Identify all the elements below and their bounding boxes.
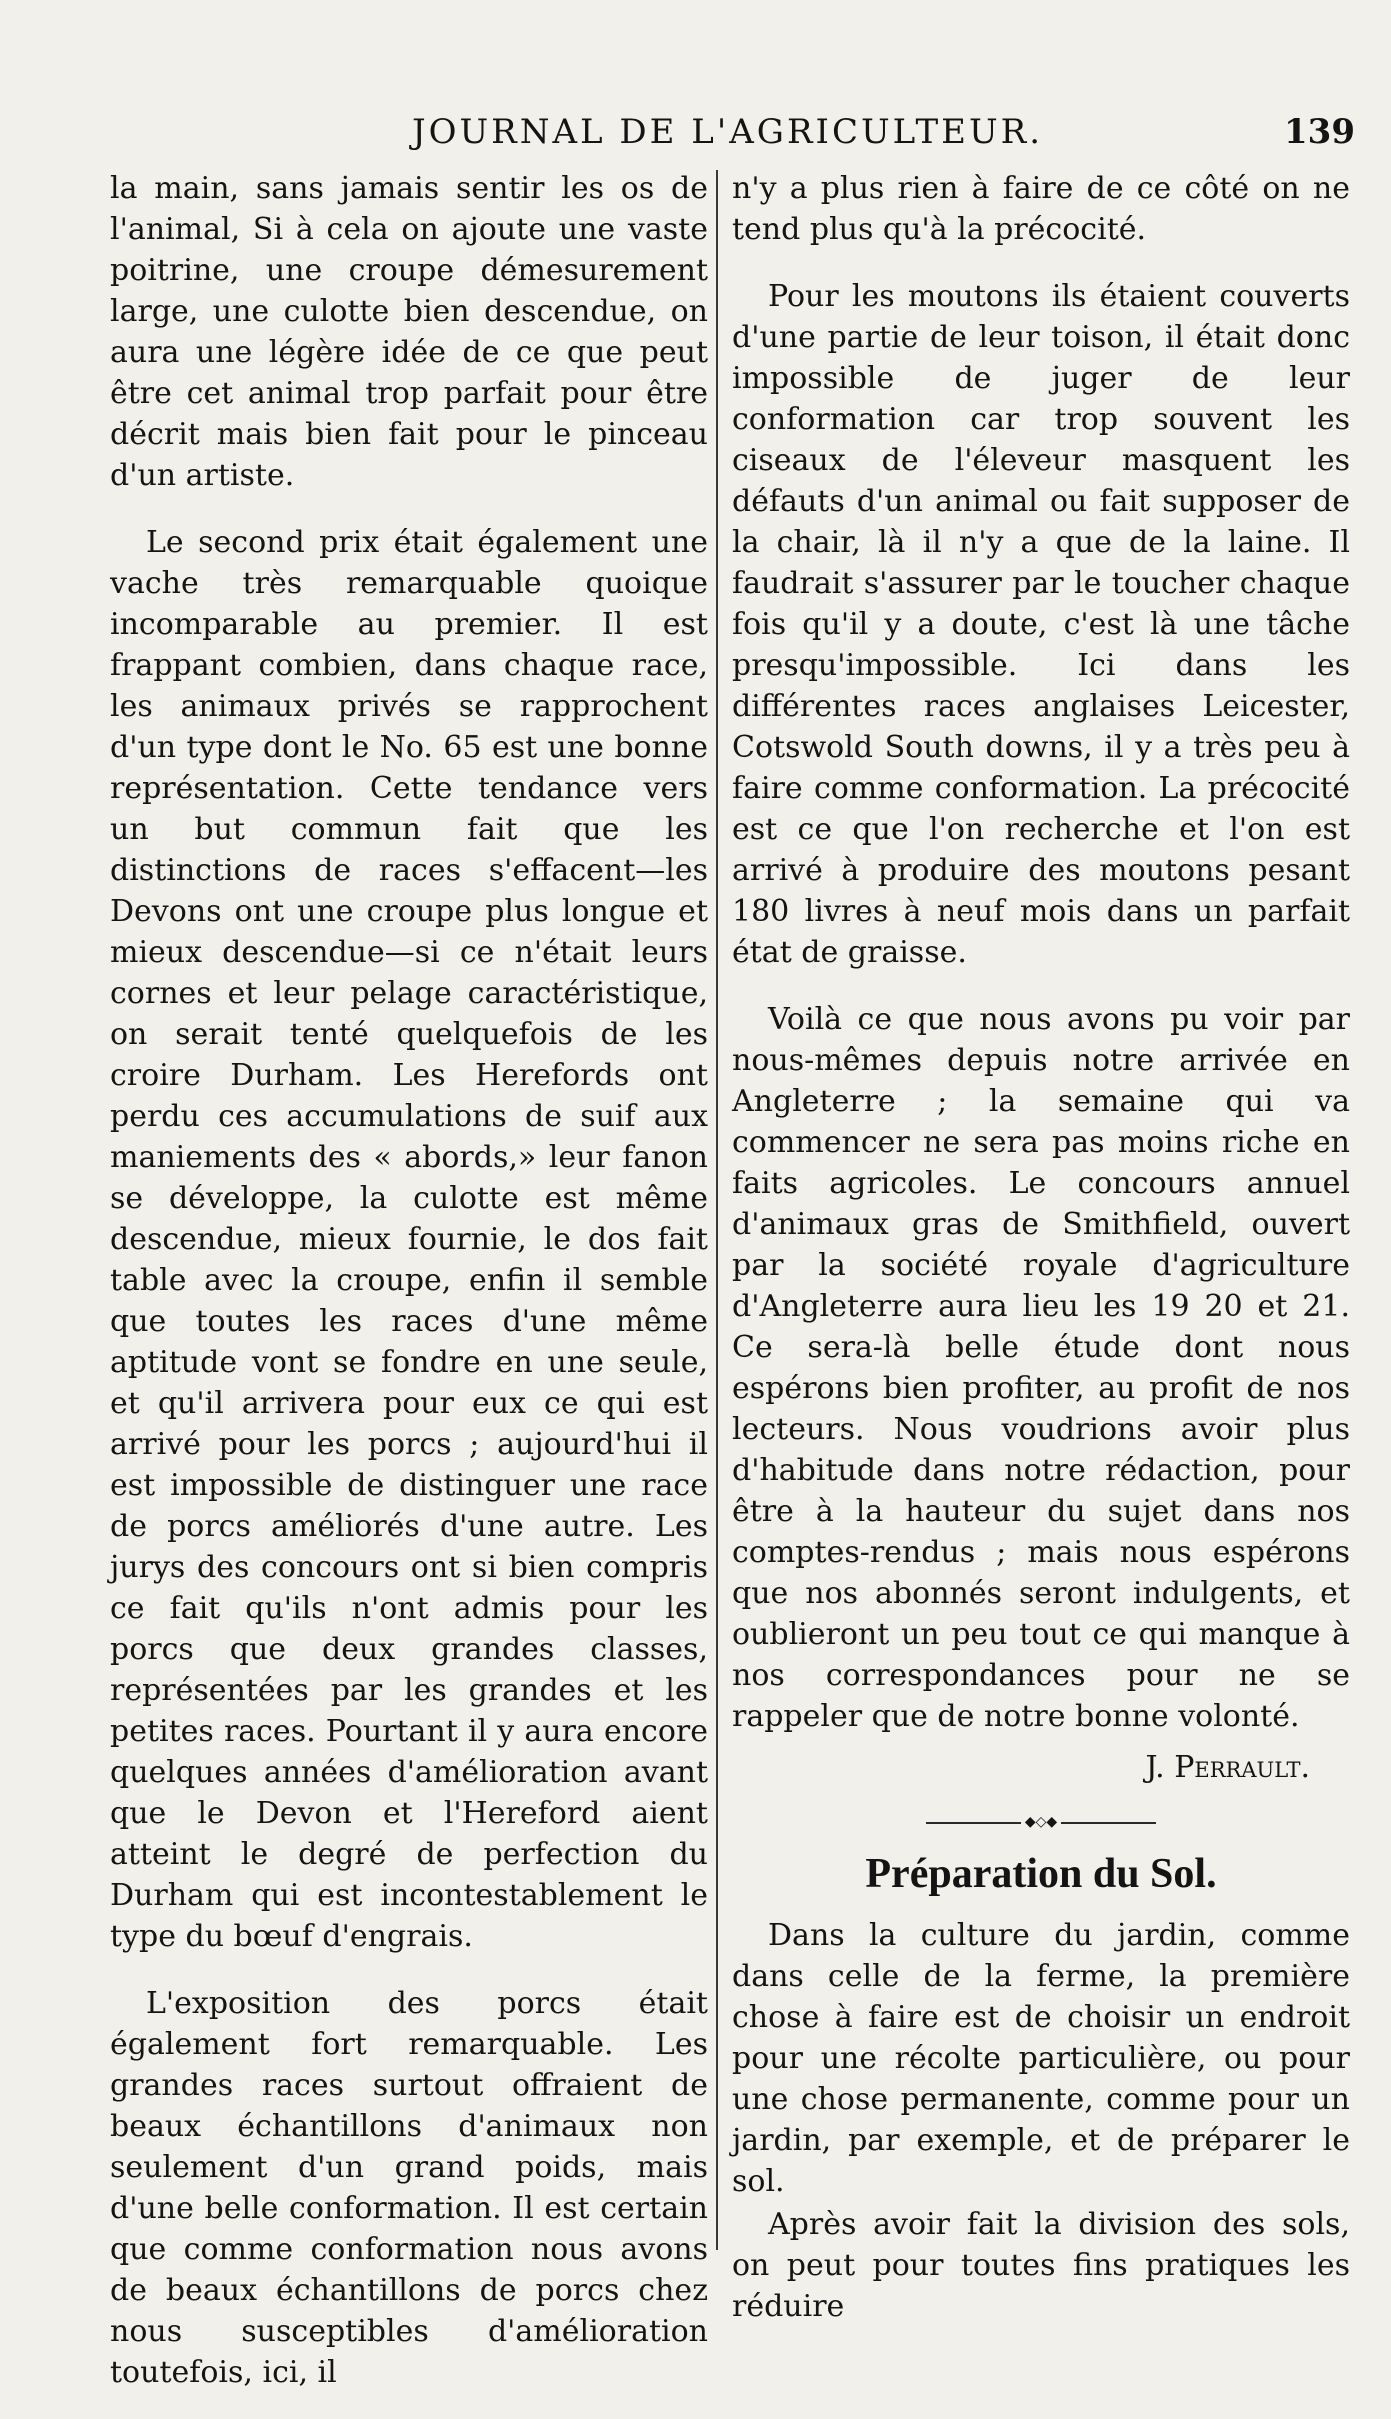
running-title: JOURNAL DE L'AGRICULTEUR.	[411, 112, 1044, 152]
page-header	[100, 104, 1355, 154]
left-column	[110, 168, 708, 2419]
paragraph: Le second prix était également une vache très remarquable quoique incomparable au premier. Il est frappant combien, dans chaque race, les animaux privés se rapprochent d'un type dont le No. 65 est une bonne représentation. Cette tendance vers un but commun fait que les distinctions de races s'effacent—les Devons ont une croupe plus longue et mieux descendue—si ce n'était leurs cornes et leur pelage caractéristique, on serait tenté quelquefois de les croire Durham. Les Herefords ont perdu ces accumulations de suif aux maniements des « abords,» leur fanon se développe, la culotte est même descendue, mieux fournie, le dos fait table avec la croupe, enfin il semble que toutes les races d'une même aptitude vont se fondre en une seule, et qu'il arrivera pour eux ce qui est arrivé pour les porcs ; aujourd'hui il est impossible de distinguer une race de porcs améliorés d'une autre. Les jurys des concours ont si bien compris ce fait qu'ils n'ont admis pour les porcs que deux grandes classes, représentées par les grandes et les petites races. Pourtant il y aura encore quelques années d'amélioration avant que le Devon et l'Hereford aient atteint le degré de perfection du Durham qui est incontestablement le type du bœuf d'engrais.	[110, 525, 708, 1954]
paragraph: Voilà ce que nous avons pu voir par nous-mêmes depuis notre arrivée en Angleterre ; la semaine qui va commencer ne sera pas moins riche en faits agricoles. Le concours annuel d'animaux gras de Smithfield, ouvert par la société royale d'agriculture d'Angleterre aura lieu les 19 20 et 21. Ce sera-là belle étude dont nous espérons bien profiter, au profit de nos lecteurs. Nous voudrions avoir plus d'habitude dans notre rédaction, pour être à la hauteur du sujet dans nos comptes-rendus ; mais nous espérons que nos abonnés seront indulgents, et oublieront un peu tout ce qui manque à nos correspondances pour ne se rappeler que de notre bonne volonté.	[732, 1002, 1350, 1734]
section-title: Préparation du Sol.	[865, 1851, 1217, 1897]
paragraph: n'y a plus rien à faire de ce côté on ne tend plus qu'à la précocité.	[732, 171, 1350, 247]
paragraph: la main, sans jamais sentir les os de l'animal, Si à cela on ajoute une vaste poitrine, une croupe démesurement large, une culotte bien descendue, on aura une légère idée de ce que peut être cet animal trop parfait pour être décrit mais bien fait pour le pinceau d'un artiste.	[110, 171, 708, 493]
ornamental-divider	[926, 1814, 1156, 1830]
ornament-icon: ◆◇◆	[1021, 1815, 1061, 1829]
page-number: 139	[1284, 112, 1355, 152]
paragraph: Après avoir fait la division des sols, on peut pour toutes fins pratiques les réduire	[732, 2207, 1350, 2324]
paragraph: Pour les moutons ils étaient couverts d'une partie de leur toison, il était donc impossible de juger de leur conformation car trop souvent les ciseaux de l'éleveur masquent les défauts d'un animal ou fait supposer de la chair, là il n'y a que de la laine. Il faudrait s'assurer par le toucher chaque fois qu'il y a doute, c'est là une tâche presqu'impossible. Ici dans les différentes races anglaises Leicester, Cotswold South downs, il y a très peu à faire comme conformation. La précocité est ce que l'on recherche et l'on est arrivé à produire des moutons pesant 180 livres à neuf mois dans un parfait état de graisse.	[732, 279, 1350, 970]
paragraph: L'exposition des porcs était également fort remarquable. Les grandes races surtout offraient de beaux échantillons d'animaux non seulement d'un grand poids, mais d'une belle conformation. Il est certain que comme conformation nous avons de beaux échantillons de porcs chez nous susceptibles d'amélioration toutefois, ici, il	[110, 1986, 708, 2390]
paragraph: Dans la culture du jardin, comme dans celle de la ferme, la première chose à faire est de choisir un endroit pour une récolte particulière, ou pour une chose permanente, comme pour un jardin, par exemple, et de préparer le sol.	[732, 1918, 1350, 2199]
right-column	[732, 168, 1350, 2353]
signature: J. Perrault.	[1145, 1750, 1310, 1785]
column-divider	[716, 170, 718, 2250]
